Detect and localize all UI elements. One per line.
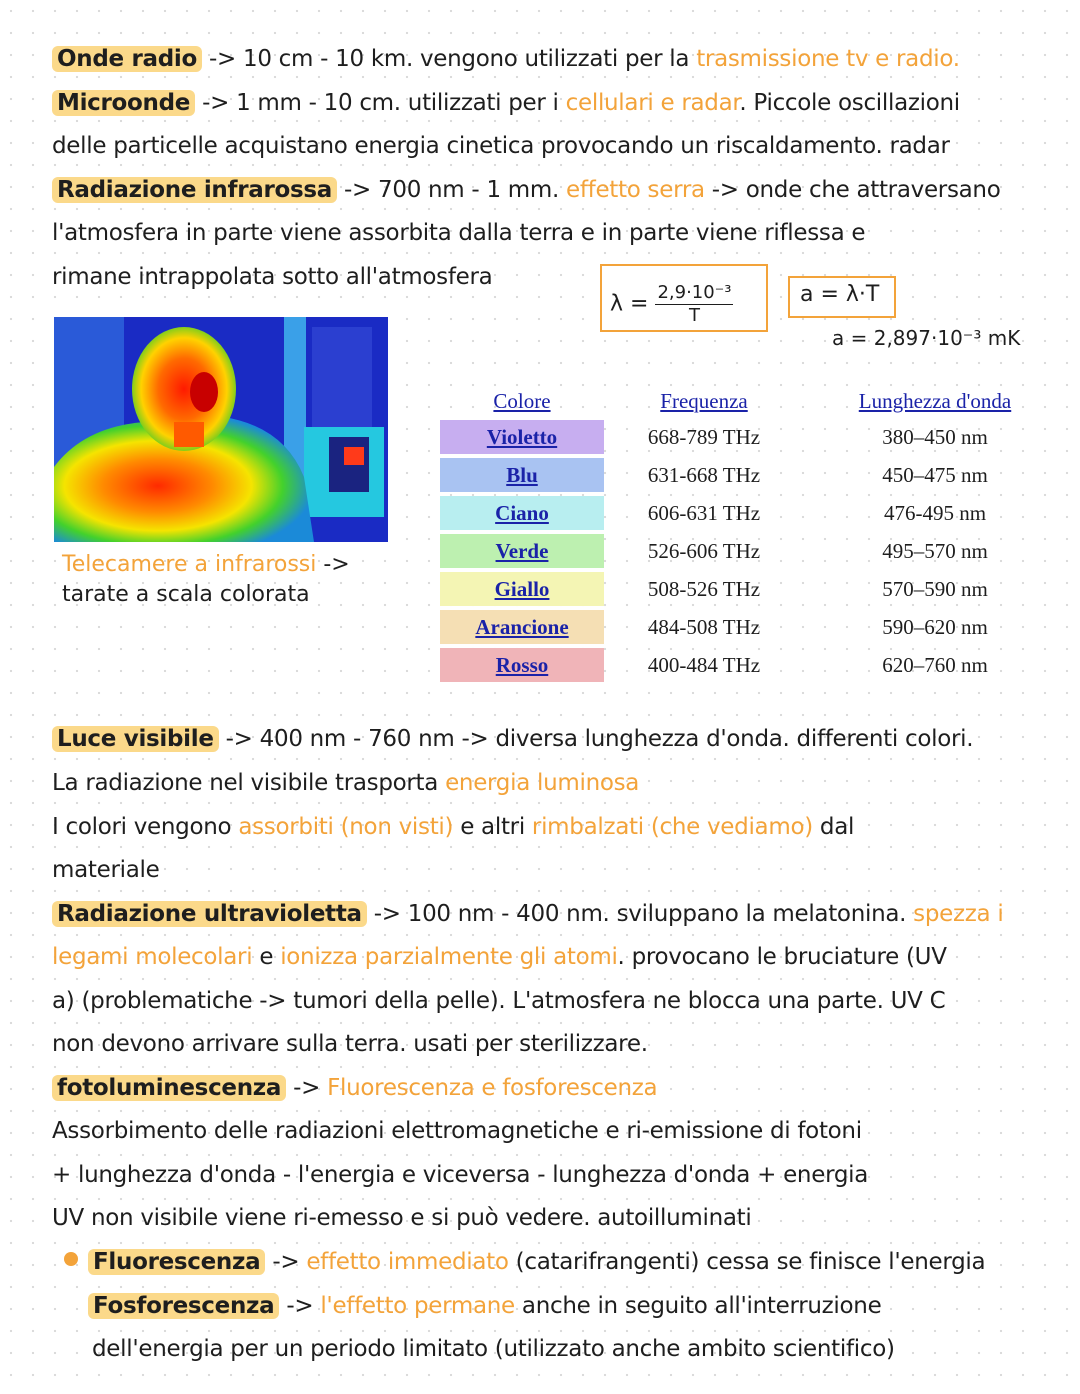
wavelength-cell: 450–475 nm: [882, 462, 988, 487]
frequency-cell: 508-526 THz: [647, 576, 761, 601]
color-cell[interactable]: Arancione: [440, 610, 604, 644]
line-6: rimane intrappolata sotto all'atmosfera: [52, 264, 493, 290]
line-3: delle particelle acquistano energia cinetica provocando un riscaldamento. radar: [52, 133, 950, 159]
wien-formula-box: λ = $\frac{\text{2,9·10⁻³}}{T}$: [600, 264, 768, 332]
visible-spectrum-table: [440, 382, 1066, 686]
line-onde-radio: Onde radio -> 10 cm - 10 km. vengono utilizzati per la trasmissione tv e radio.: [52, 44, 960, 74]
table-row: [440, 458, 1066, 492]
table-row: [440, 648, 1066, 682]
line-8: La radiazione nel visibile trasporta energia luminosa: [52, 770, 640, 796]
line-5: l'atmosfera in parte viene assorbita dalla terra e in parte viene riflessa e: [52, 220, 866, 246]
line-infrarossa: Radiazione infrarossa -> 700 nm - 1 mm. effetto serra -> onde che attraversano: [52, 175, 1000, 205]
color-cell[interactable]: Giallo: [440, 572, 604, 606]
line-microonde: Microonde -> 1 mm - 10 cm. utilizzati per i cellulari e radar. Piccole oscillazioni: [52, 88, 960, 118]
wavelength-cell: 495–570 nm: [882, 538, 988, 563]
line-16: Assorbimento delle radiazioni elettromagnetiche e ri-emissione di fotoni: [52, 1118, 862, 1144]
line-luce-visibile: Luce visibile -> 400 nm - 760 nm -> diversa lunghezza d'onda. differenti colori.: [52, 724, 973, 754]
frequency-cell: 606-631 THz: [647, 500, 761, 525]
line-13: a) (problematiche -> tumori della pelle). L'atmosfera ne blocca una parte. UV C: [52, 988, 946, 1014]
thermal-camera-image: [54, 317, 388, 542]
frequency-cell: 526-606 THz: [647, 538, 761, 563]
wavelength-cell: 590–620 nm: [882, 614, 988, 639]
line-fosforescenza: Fosforescenza -> l'effetto permane anche in seguito all'interruzione: [88, 1291, 881, 1321]
frequency-cell: 668-789 THz: [647, 424, 761, 449]
table-row: [440, 610, 1066, 644]
line-9: I colori vengono assorbiti (non visti) e altri rimbalzati (che vediamo) dal: [52, 814, 855, 840]
color-cell[interactable]: Ciano: [440, 496, 604, 530]
thermal-caption-1: Telecamere a infrarossi ->: [62, 552, 350, 577]
line-18: UV non visibile viene ri-emesso e si può vedere. autoilluminati: [52, 1205, 752, 1231]
wien-constant-value: a = 2,897·10⁻³ mK: [832, 326, 1021, 350]
frequency-cell: 484-508 THz: [647, 614, 761, 639]
thermal-caption-2: tarate a scala colorata: [62, 582, 310, 607]
color-cell[interactable]: Verde: [440, 534, 604, 568]
line-10: materiale: [52, 857, 160, 883]
line-12: legami molecolari e ionizza parzialmente gli atomi. provocano le bruciature (UV: [52, 944, 947, 970]
wavelength-cell: 380–450 nm: [882, 424, 988, 449]
col-header-colore: Colore: [493, 388, 551, 413]
wavelength-cell: 476-495 nm: [883, 500, 987, 525]
col-header-lunghezza: Lunghezza d'onda: [858, 388, 1012, 413]
color-cell[interactable]: Violetto: [440, 420, 604, 454]
line-21: dell'energia per un periodo limitato (utilizzato anche ambito scientifico): [92, 1336, 895, 1362]
wavelength-cell: 620–760 nm: [882, 652, 988, 677]
frequency-cell: 400-484 THz: [647, 652, 761, 677]
line-17: + lunghezza d'onda - l'energia e viceversa - lunghezza d'onda + energia: [52, 1162, 868, 1188]
table-header-row: [440, 386, 1066, 416]
col-header-frequenza: Frequenza: [660, 388, 748, 413]
table-row: [440, 572, 1066, 606]
color-cell[interactable]: Rosso: [440, 648, 604, 682]
line-fluorescenza: Fluorescenza -> effetto immediato (catarifrangenti) cessa se finisce l'energia: [88, 1247, 985, 1277]
wavelength-cell: 570–590 nm: [882, 576, 988, 601]
color-cell[interactable]: Blu: [440, 458, 604, 492]
line-fotoluminescenza: fotoluminescenza -> Fluorescenza e fosforescenza: [52, 1073, 657, 1103]
line-ultravioletta: Radiazione ultravioletta -> 100 nm - 400 nm. sviluppano la melatonina. spezza i: [52, 899, 1003, 929]
table-row: [440, 496, 1066, 530]
table-row: [440, 534, 1066, 568]
line-14: non devono arrivare sulla terra. usati per sterilizzare.: [52, 1031, 648, 1057]
frequency-cell: 631-668 THz: [647, 462, 761, 487]
table-row: [440, 420, 1066, 454]
wien-constant-box: a = λ·T: [788, 276, 896, 318]
bullet-icon: [64, 1252, 78, 1266]
